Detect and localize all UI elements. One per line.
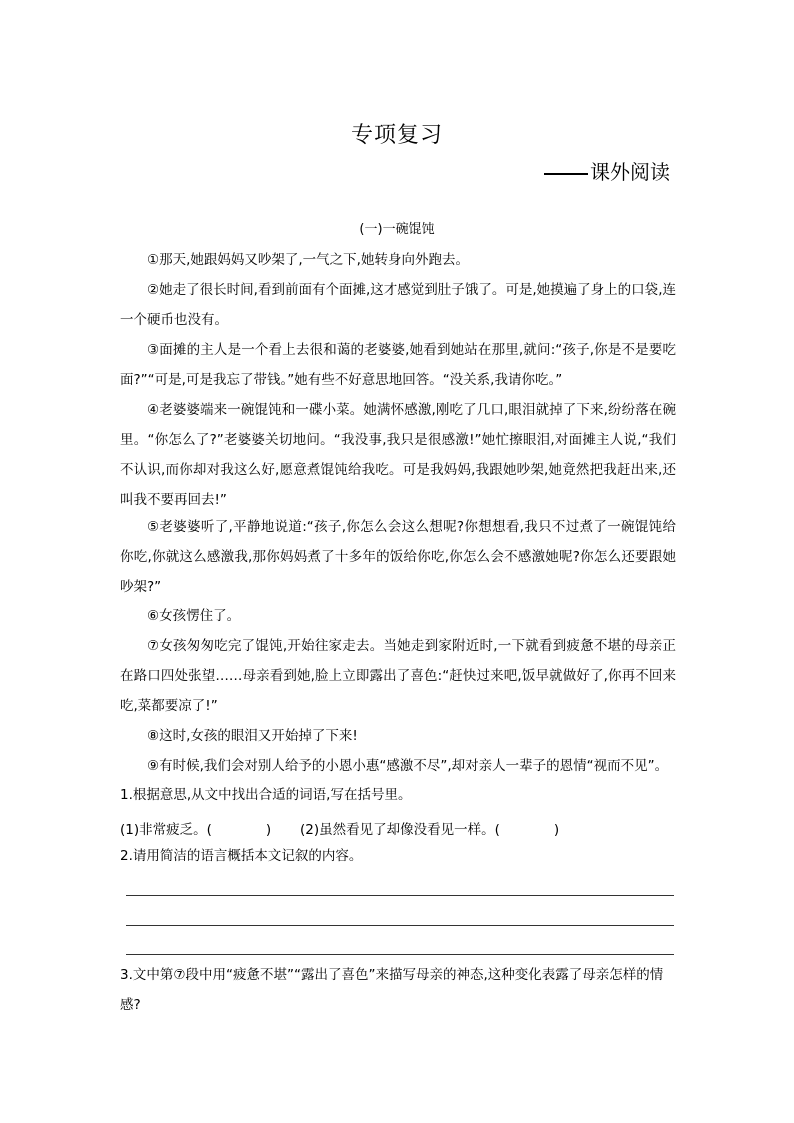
paragraph-5: ⑤老婆婆听了,平静地说道:“孩子,你怎么会这么想呢?你想想看,我只不过煮了一碗馄饨给你吃,你就这么感激我,那你妈妈煮了十多年的饭给你吃,你怎么会不感激她呢?你怎么还要跟她吵架?” xyxy=(120,519,676,595)
answer-line xyxy=(126,954,674,955)
paragraph-6: ⑥女孩愣住了。 xyxy=(147,608,241,624)
answer-line xyxy=(126,925,674,926)
subtitle-text: 课外阅读 xyxy=(590,160,670,184)
paragraph-3: ③面摊的主人是一个看上去很和蔼的老婆婆,她看到她站在那里,就问:“孩子,你是不是要吃面?”“可是,可是我忘了带钱。”她有些不好意思地回答。“没关系,我请你吃。” xyxy=(120,342,676,388)
question-2: 2.请用简洁的语言概括本文记叙的内容。 xyxy=(120,848,363,864)
paragraph-4: ④老婆婆端来一碗馄饨和一碟小菜。她满怀感激,刚吃了几口,眼泪就掉了下来,纷纷落在碗里。“你怎么了?”老婆婆关切地问。“我没事,我只是很感激!”她忙擦眼泪,对面摊主人说,“我们不认识,而你却对我这么好,愿意煮馄饨给我吃。可是我妈妈,我跟她吵架,她竟然把我赶出来,还叫我不要再回去!” xyxy=(120,402,676,508)
dash-rule xyxy=(544,173,588,175)
answer-line xyxy=(126,895,674,896)
paragraph-1: ①那天,她跟妈妈又吵架了,一气之下,她转身向外跑去。 xyxy=(147,252,469,268)
paragraph-7: ⑦女孩匆匆吃完了馄饨,开始往家走去。当她走到家附近时,一下就看到疲惫不堪的母亲正在路口四处张望……母亲看到她,脸上立即露出了喜色:“赶快过来吧,饭早就做好了,你再不回来吃,菜都要凉了!” xyxy=(120,638,676,714)
paragraph-9: ⑨有时候,我们会对别人给予的小恩小惠“感激不尽”,却对亲人一辈子的恩情“视而不见”。 xyxy=(147,758,669,774)
question-1: 1.根据意思,从文中找出合适的词语,写在括号里。 xyxy=(120,787,412,803)
question-1-item-1: (1)非常疲乏。( ) xyxy=(120,822,272,838)
paragraph-8: ⑧这时,女孩的眼泪又开始掉了下来! xyxy=(147,728,358,744)
question-1-item-2: (2)虽然看见了却像没看见一样。( ) xyxy=(300,822,560,838)
question-3: 3.文中第⑦段中用“疲惫不堪”“露出了喜色”来描写母亲的神态,这种变化表露了母亲怎样的情感? xyxy=(120,967,664,1013)
page-title: 专项复习 xyxy=(350,123,443,148)
page-subtitle xyxy=(544,156,670,185)
paragraph-2: ②她走了很长时间,看到前面有个面摊,这才感觉到肚子饿了。可是,她摸遍了身上的口袋,连一个硬币也没有。 xyxy=(120,282,676,328)
section-title: (一)一碗馄饨 xyxy=(359,222,435,237)
